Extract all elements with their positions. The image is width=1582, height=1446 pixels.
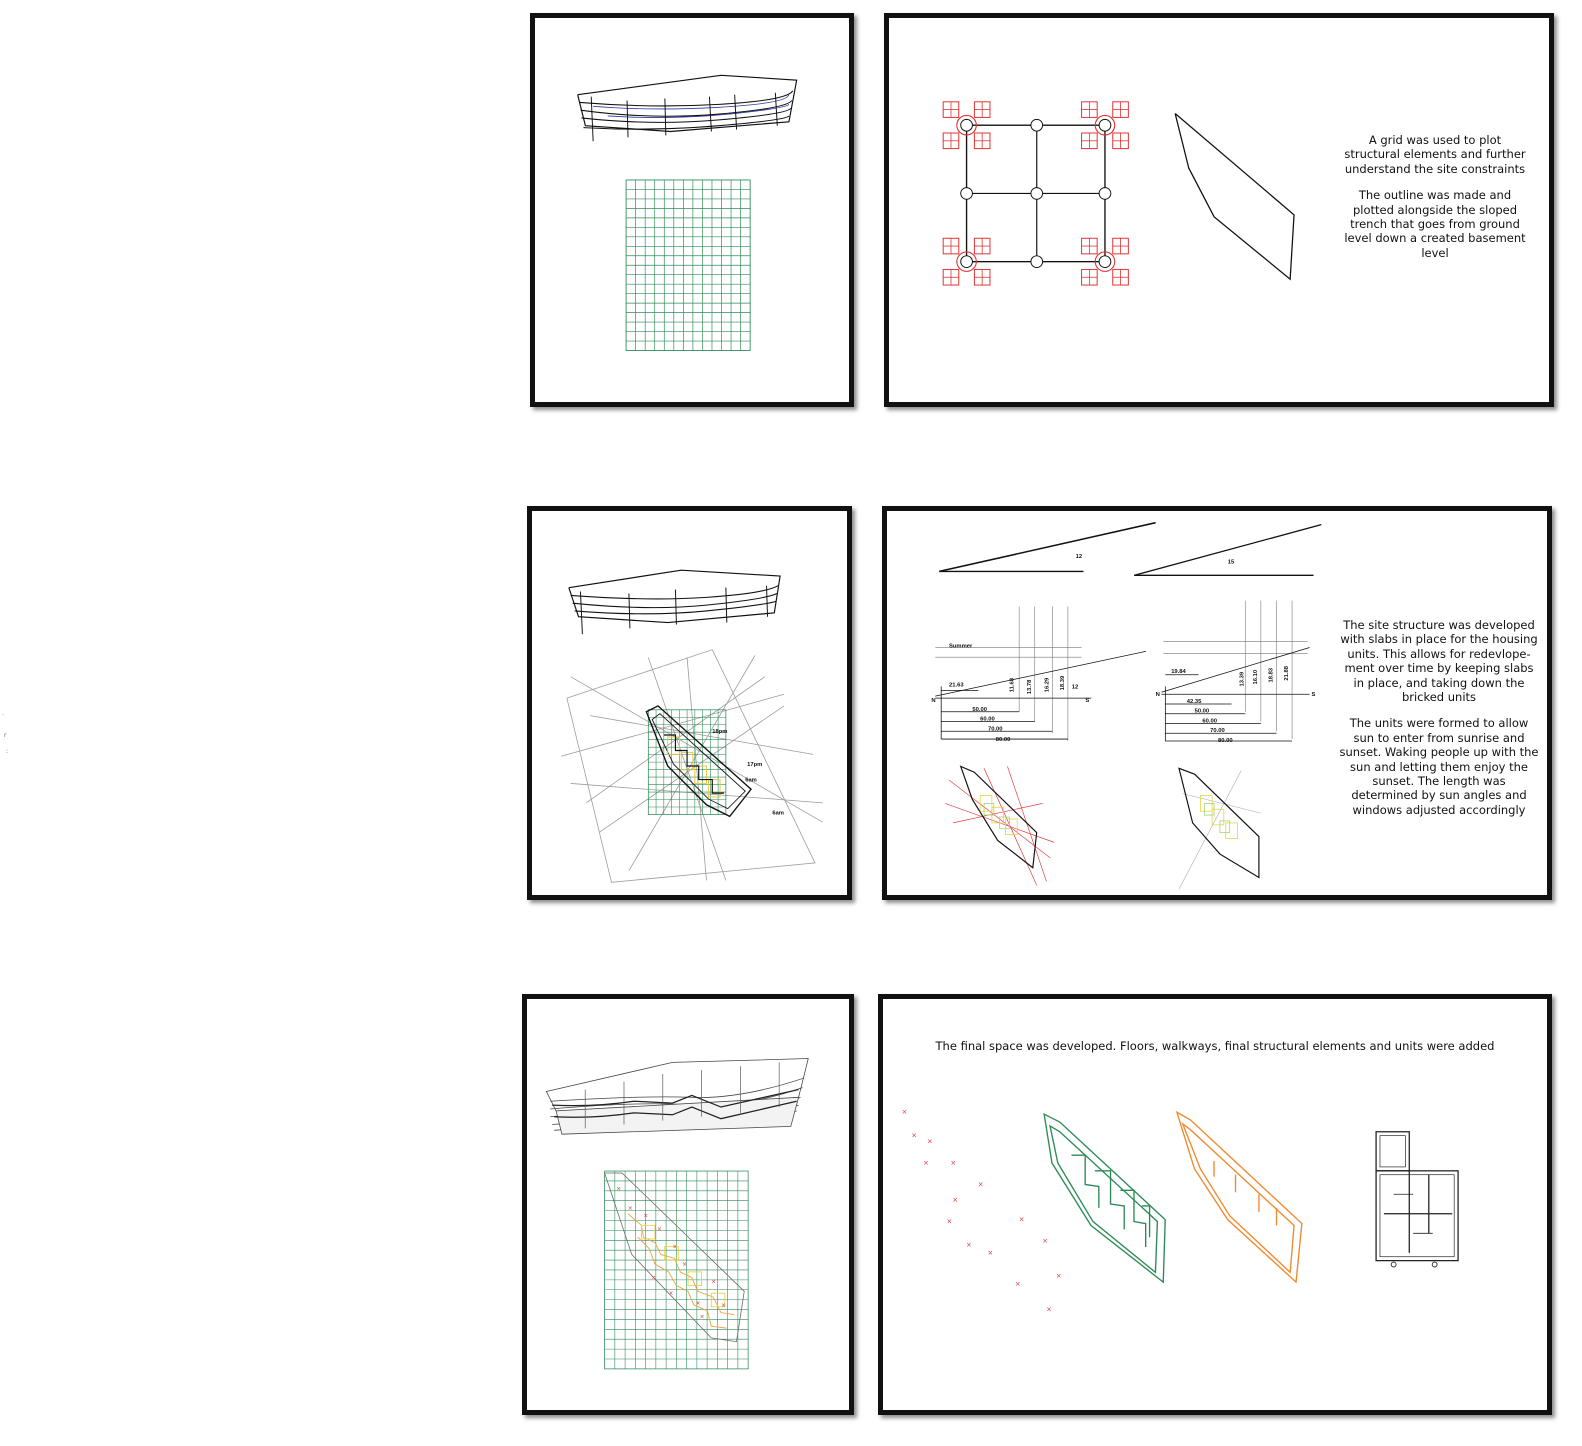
south-label-a: S [1085,698,1090,705]
run-a-1: 50.00 [972,706,987,713]
panel-final-structure-plan [522,994,854,1415]
svg-text:×: × [656,1227,662,1234]
dim-b-6: 42.35 [1186,699,1202,705]
run-b-1: 50.00 [1194,708,1210,715]
svg-text:×: × [1046,1305,1052,1314]
dim-b-3: 16.10 [1252,669,1259,685]
sun-text-2: The units were formed to allow sun to enter from sunrise and sunset. Waking people up with the sun and letting them enjoy the sunset. The length was determined by sun angles and windows adjusted accordingly [1339,716,1539,817]
structural-points [902,1108,1062,1313]
margin-mark: r [4,732,7,739]
walkway-orange [1177,1112,1302,1282]
final-space-drawing [883,999,1547,1410]
final-caption: The final space was developed. Floors, walkways, final structural elements and units were added [935,1039,1495,1053]
grid-text-2: The outline was made and plotted alongside the sloped trench that goes from ground level down a created basement level [1344,188,1526,260]
svg-text:×: × [627,1205,633,1212]
svg-text:×: × [616,1186,622,1193]
svg-text:×: × [927,1137,933,1146]
dim-b-2: 13.39 [1239,671,1246,687]
final-grid [605,1171,749,1369]
season-label-a: Summer [948,643,973,650]
margin-mark: : [6,748,9,755]
unit-plan [1376,1132,1458,1267]
svg-text:×: × [946,1217,953,1226]
panel-final-space [878,994,1552,1415]
margin-mark: · [2,712,4,719]
svg-text:×: × [672,1244,678,1251]
south-label-b: S [1311,692,1316,699]
dim-a-6: 12 [1071,684,1079,691]
sun-path-drawing [532,511,847,895]
svg-text:×: × [1055,1272,1062,1281]
run-b-3: 70.00 [1210,728,1225,735]
floor-plate-green [1044,1114,1165,1282]
svg-text:×: × [911,1131,918,1140]
column-grid [943,102,1128,285]
column-markers [616,1186,726,1320]
sun-label-6am-b: 6am [772,810,784,817]
sun-explanation-text [1339,618,1539,829]
run-b-2: 60.00 [1202,718,1217,725]
svg-text:×: × [668,1291,674,1298]
panel-structural-grid [884,13,1554,407]
grid-explanation-text [1341,133,1529,272]
sun-label-18pm: 18pm [712,729,728,736]
angle-15-label: 15 [1227,559,1235,566]
svg-text:×: × [711,1279,717,1286]
panel-sun-path-plan [527,506,852,900]
north-label-b: N [1155,692,1160,699]
run-a-3: 70.00 [987,726,1003,733]
dim-a-1: 21.63 [948,682,964,689]
svg-text:×: × [950,1158,957,1167]
svg-text:×: × [1014,1280,1021,1289]
dim-b-5: 21.88 [1284,665,1291,681]
svg-text:×: × [682,1262,688,1269]
dim-a-5: 18.39 [1059,675,1066,691]
svg-text:×: × [643,1213,649,1220]
grid-text-1: A grid was used to plot structural elements and further understand the site constraints [1344,133,1526,176]
svg-text:×: × [923,1158,929,1167]
site-grid [626,180,750,351]
dim-a-2: 11.68 [1009,678,1016,693]
run-a-2: 60.00 [980,716,995,723]
dim-a-4: 16.29 [1044,677,1051,693]
dim-a-3: 13.78 [1026,679,1033,695]
structure-sketch-drawing [535,18,849,402]
dim-b-4: 18.83 [1268,667,1275,683]
sun-label-17pm: 17pm [747,762,763,768]
svg-text:×: × [977,1180,984,1189]
svg-text:×: × [695,1300,701,1307]
svg-text:×: × [987,1248,994,1257]
svg-text:×: × [651,1275,657,1282]
site-outline [1175,114,1294,280]
angle-12-label: 12 [1075,553,1083,560]
dim-b-1: 19.84 [1171,668,1186,675]
svg-text:×: × [966,1240,972,1249]
run-b-4: 80.00 [1217,737,1233,744]
final-structure-drawing [527,999,849,1410]
sun-text-1: The site structure was developed with slabs in place for the housing units. This allows for redevlope-ment over time by keeping slabs in place, and taking down the bricked units [1340,618,1538,705]
svg-text:×: × [1042,1237,1048,1246]
sun-label-6am-a: 6am [745,777,757,784]
panel-sun-angle-studies [882,506,1552,900]
svg-text:×: × [952,1196,959,1205]
panel-structure-grid-sketch [530,13,854,407]
svg-text:×: × [720,1302,726,1309]
north-label-a: N [931,698,936,705]
svg-text:×: × [699,1314,705,1321]
svg-text:×: × [1018,1215,1025,1224]
run-a-4: 80.00 [995,737,1011,744]
svg-text:×: × [901,1108,908,1117]
